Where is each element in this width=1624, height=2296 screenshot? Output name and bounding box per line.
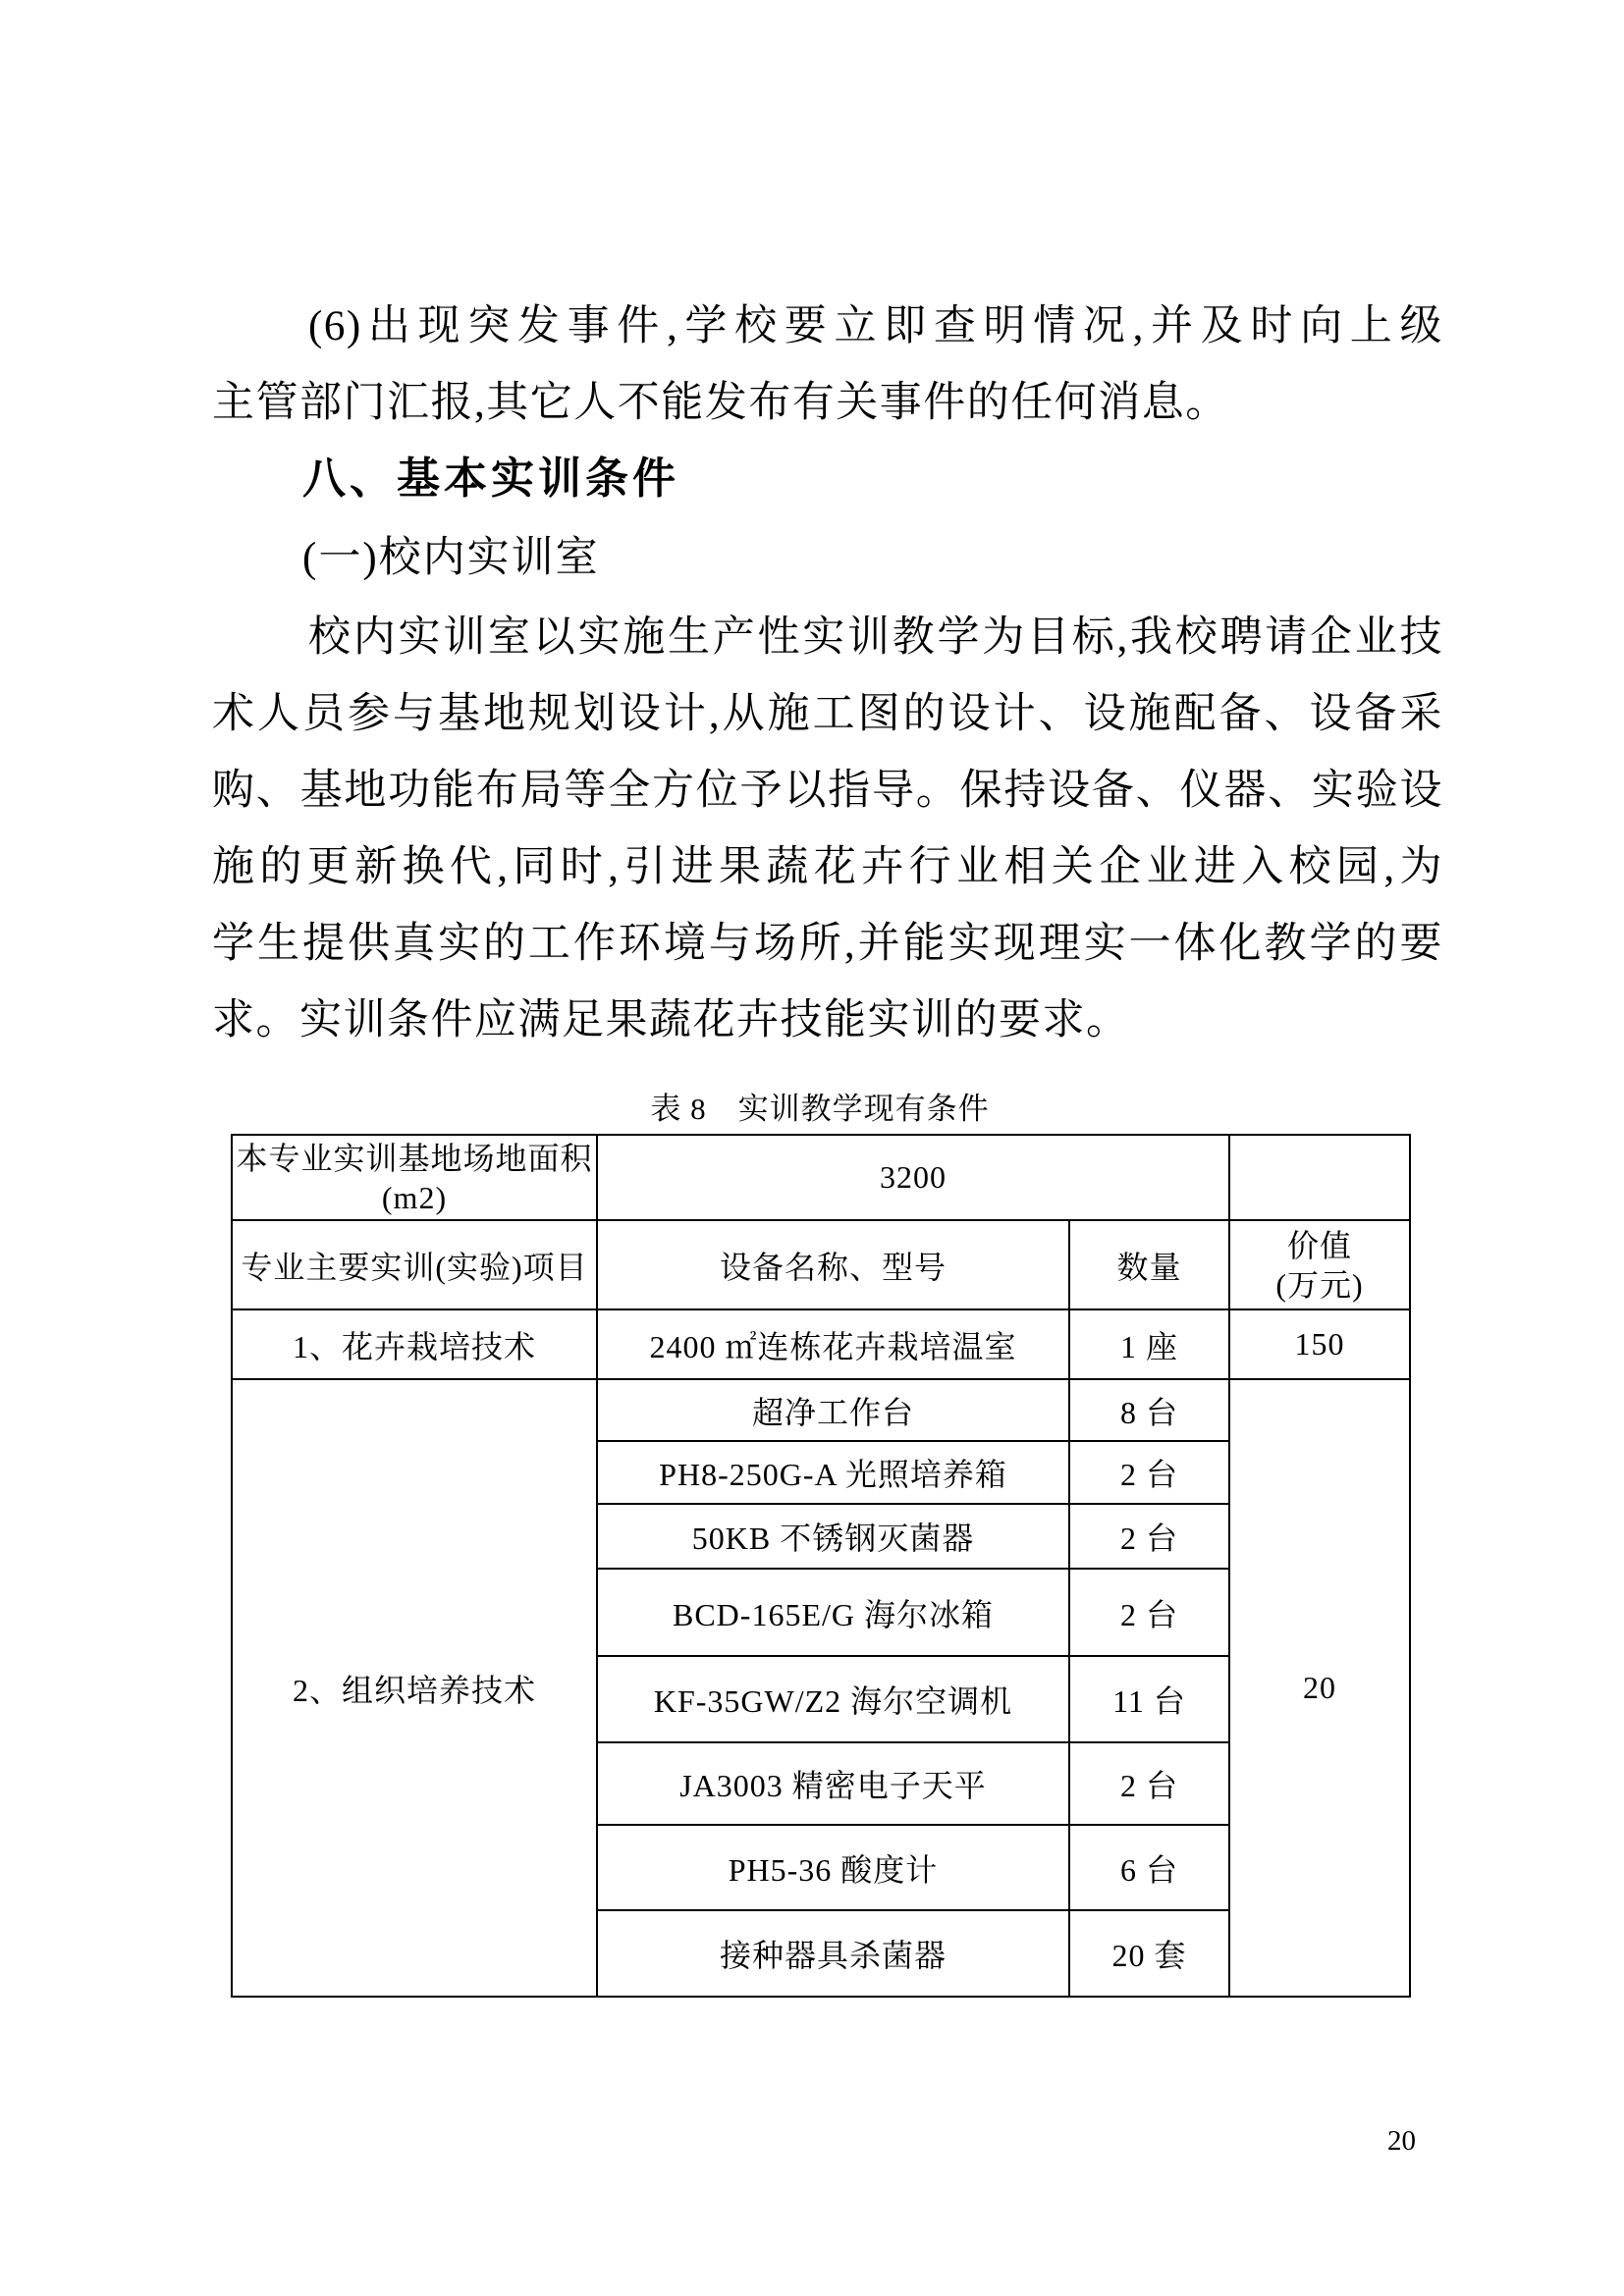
device-qty-cell: 8 台: [1069, 1379, 1229, 1441]
training-conditions-table-wrap: [231, 1134, 1409, 1998]
area-empty-cell: [1229, 1135, 1410, 1220]
device-qty-cell: 6 台: [1069, 1825, 1229, 1910]
device-name-cell: BCD-165E/G 海尔冰箱: [597, 1569, 1069, 1656]
tissue-project-cell: 2、组织培养技术: [232, 1379, 597, 1997]
flower-project-cell: 1、花卉栽培技术: [232, 1309, 597, 1379]
section-heading: 八、基本实训条件: [302, 454, 679, 503]
device-qty-cell: 2 台: [1069, 1504, 1229, 1569]
paragraph-line: 施的更新换代,同时,引进果蔬花卉行业相关企业进入校园,为: [212, 844, 1443, 890]
device-name-cell: PH8-250G-A 光照培养箱: [597, 1441, 1069, 1504]
area-label-line1: 本专业实训基地场地面积: [236, 1140, 593, 1176]
header-project-cell: 专业主要实训(实验)项目: [232, 1220, 597, 1309]
device-name-cell: PH5-36 酸度计: [597, 1825, 1069, 1910]
device-qty-cell: 11 台: [1069, 1656, 1229, 1742]
header-device-cell: 设备名称、型号: [597, 1220, 1069, 1309]
header-value-line1: 价值: [1286, 1227, 1352, 1263]
flower-device-cell: 2400 ㎡连栋花卉栽培温室: [597, 1309, 1069, 1379]
table-row-area: [232, 1135, 1410, 1220]
table-caption: 表 8 实训教学现有条件: [650, 1092, 990, 1126]
device-qty-cell: 20 套: [1069, 1910, 1229, 1997]
header-value-line2: (万元): [1275, 1266, 1364, 1303]
paragraph-line: 购、基地功能布局等全方位予以指导。保持设备、仪器、实验设: [212, 768, 1443, 814]
device-qty-cell: 2 台: [1069, 1742, 1229, 1825]
device-qty-cell: 2 台: [1069, 1569, 1229, 1656]
paragraph-line: (6)出现突发事件,学校要立即查明情况,并及时向上级: [308, 303, 1443, 349]
paragraph-line: 学生提供真实的工作环境与场所,并能实现理实一体化教学的要: [212, 921, 1443, 967]
device-name-cell: 接种器具杀菌器: [597, 1910, 1069, 1997]
device-name-cell: 超净工作台: [597, 1379, 1069, 1441]
training-conditions-table: [231, 1134, 1411, 1998]
device-name-cell: 50KB 不锈钢灭菌器: [597, 1504, 1069, 1569]
page-number: 20: [1387, 2125, 1416, 2157]
flower-qty-cell: 1 座: [1069, 1309, 1229, 1379]
paragraph-line: 校内实训室以实施生产性实训教学为目标,我校聘请企业技: [308, 614, 1443, 661]
device-name-cell: JA3003 精密电子天平: [597, 1742, 1069, 1825]
subsection-heading: (一)校内实训室: [302, 535, 600, 581]
paragraph-emergency: [212, 289, 1443, 442]
paragraph-training-room: [212, 600, 1443, 1059]
paragraph-line: 主管部门汇报,其它人不能发布有关事件的任何消息。: [212, 380, 1229, 426]
area-value-cell: 3200: [597, 1135, 1229, 1220]
paragraph-line: 求。实训条件应满足果蔬花卉技能实训的要求。: [212, 997, 1130, 1043]
device-qty-cell: 2 台: [1069, 1441, 1229, 1504]
table-row-flower: [232, 1309, 1410, 1379]
flower-value-cell: 150: [1229, 1309, 1410, 1379]
device-name-cell: KF-35GW/Z2 海尔空调机: [597, 1656, 1069, 1742]
area-label-line2: (m2): [381, 1179, 448, 1215]
tissue-value-cell: 20: [1229, 1379, 1410, 1997]
table-row-device: [232, 1379, 1410, 1441]
table-header-row: [232, 1220, 1410, 1309]
header-quantity-cell: 数量: [1069, 1220, 1229, 1309]
area-label-cell: [232, 1135, 597, 1220]
paragraph-line: 术人员参与基地规划设计,从施工图的设计、设施配备、设备采: [212, 691, 1443, 737]
header-value-cell: [1229, 1220, 1410, 1309]
